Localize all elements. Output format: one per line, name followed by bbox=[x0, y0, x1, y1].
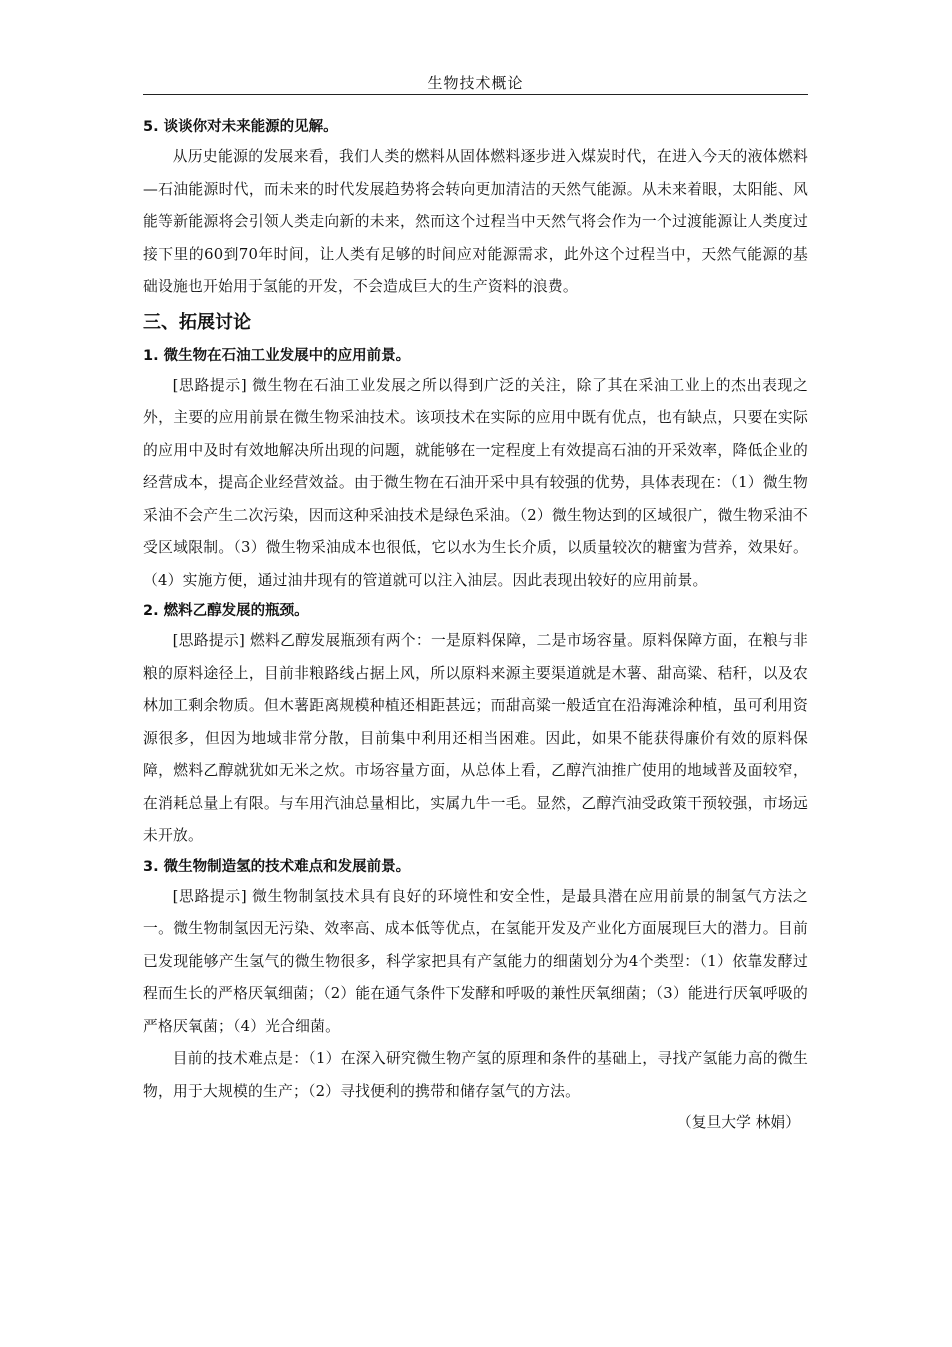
question-5-answer: 从历史能源的发展来看，我们人类的燃料从固体燃料逐步进入煤炭时代，在进入今天的液体燃料—石油能源时代，而未来的时代发展趋势将会转向更加清洁的天然气能源。从未来着眼，太阳能、风能等新能源将会引领人类走向新的未来，然而这个过程当中天然气将会作为一个过渡能源让人类度过接下里的60到70年时间，让人类有足够的时间应对能源需求，此外这个过程当中，天然气能源的基础设施也开始用于氢能的开发，不会造成巨大的生产资料的浪费。 bbox=[143, 148, 808, 295]
discussion-1-heading: 1. 微生物在石油工业发展中的应用前景。 bbox=[143, 347, 411, 364]
section-3-heading: 三、拓展讨论 bbox=[143, 311, 251, 333]
discussion-3-paragraph: [思路提示] 微生物制氢技术具有良好的环境性和安全性，是最具潜在应用前景的制氢气方法之一。微生物制氢因无污染、效率高、成本低等优点，在氢能开发及产业化方面展现巨大的潜力。目前已发现能够产生氢气的微生物很多，科学家把具有产氢能力的细菌划分为4个类型：（1）依靠发酵过程而生长的严格厌氧细菌；（2）能在通气条件下发酵和呼吸的兼性厌氧细菌；（3）能进行厌氧呼吸的严格厌氧菌；（4）光合细菌。 bbox=[143, 887, 808, 1035]
question-5-heading: 5. 谈谈你对未来能源的见解。 bbox=[143, 119, 338, 135]
header-rule bbox=[143, 94, 808, 95]
discussion-3-heading: 3. 微生物制造氢的技术难点和发展前景。 bbox=[143, 858, 411, 875]
author-signature: （复旦大学 林娟） bbox=[676, 1114, 800, 1131]
discussion-3-paragraph-2: 目前的技术难点是：（1）在深入研究微生物产氢的原理和条件的基础上，寻找产氢能力高的微生物，用于大规模的生产；（2）寻找便利的携带和储存氢气的方法。 bbox=[143, 1050, 808, 1100]
running-header: 生物技术概论 bbox=[427, 74, 524, 92]
discussion-2-heading: 2. 燃料乙醇发展的瓶颈。 bbox=[143, 603, 309, 619]
discussion-2-paragraph: [思路提示] 燃料乙醇发展瓶颈有两个：一是原料保障，二是市场容量。原料保障方面，在粮与非粮的原料途径上，目前非粮路线占据上风，所以原料来源主要渠道就是木薯、甜高粱、秸秆，以及农林加工剩余物质。但木薯距离规模种植还相距甚远；而甜高粱一般适宜在沿海滩涂种植，虽可利用资源很多，但因为地域非常分散，目前集中利用还相当困难。因此，如果不能获得廉价有效的原料保障，燃料乙醇就犹如无米之炊。市场容量方面，从总体上看，乙醇汽油推广使用的地域普及面较窄，在消耗总量上有限。与车用汽油总量相比，实属九牛一毛。显然，乙醇汽油受政策干预较强，市场远未开放。 bbox=[143, 632, 808, 844]
page-content bbox=[143, 113, 808, 1138]
discussion-1-paragraph: [思路提示] 微生物在石油工业发展之所以得到广泛的关注，除了其在采油工业上的杰出表现之外，主要的应用前景在微生物采油技术。该项技术在实际的应用中既有优点，也有缺点，只要在实际的应用中及时有效地解决所出现的问题，就能够在一定程度上有效提高石油的开采效率，降低企业的经营成本，提高企业经营效益。由于微生物在石油开采中具有较强的优势，具体表现在：（1）微生物采油不会产生二次污染，因而这种采油技术是绿色采油。（2）微生物达到的区域很广，微生物采油不受区域限制。（3）微生物采油成本也很低，它以水为生长介质，以质量较次的糖蜜为营养，效果好。（4）实施方便，通过油井现有的管道就可以注入油层。因此表现出较好的应用前景。 bbox=[143, 376, 808, 589]
